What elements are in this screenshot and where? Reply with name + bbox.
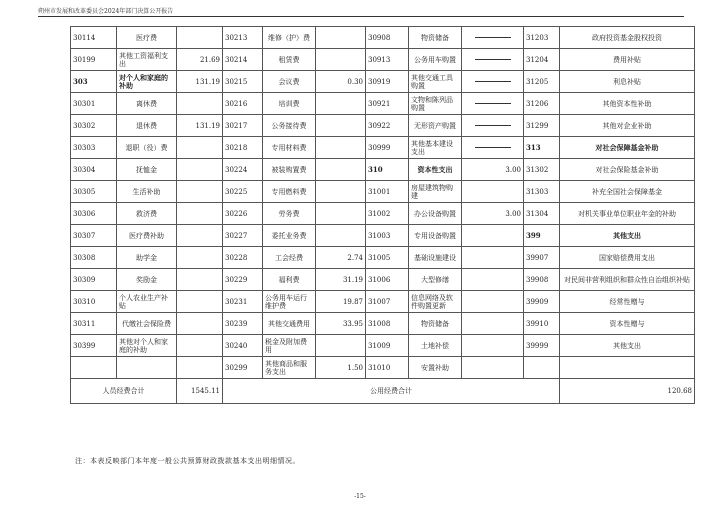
cell-name-col1 — [117, 335, 177, 357]
cell-code-col6: 30922 — [366, 115, 409, 137]
item-name-text: 物资储备 — [421, 33, 449, 42]
not-applicable-dash — [475, 147, 511, 148]
cell-code-col0: 30303 — [71, 137, 117, 159]
cell-code-col0: 30307 — [71, 225, 117, 247]
cell-name-col4 — [263, 181, 316, 203]
item-name-text: 补充全国社会保障基金 — [592, 187, 662, 196]
cell-name-col1 — [117, 49, 177, 71]
cell-code-col6: 30999 — [366, 137, 409, 159]
cell-code-col9: 313 — [524, 137, 560, 159]
cell-amount-col2 — [177, 313, 223, 335]
cell-amount-col2 — [177, 203, 223, 225]
cell-amount-col8 — [462, 291, 524, 313]
item-name-text: 公务用车购置 — [414, 55, 456, 64]
item-name-text: 救济费 — [136, 209, 157, 218]
cell-code-col3: 30224 — [223, 159, 263, 181]
item-name-text: 个人农业生产补贴 — [119, 293, 168, 310]
table-row — [71, 269, 695, 291]
item-name-text: 其他对个人和家庭的补助 — [119, 337, 168, 354]
cell-amount-col5 — [316, 181, 366, 203]
cell-name-col4 — [263, 269, 316, 291]
cell-code-col9 — [524, 357, 560, 379]
cell-name-col4 — [263, 137, 316, 159]
cell-code-col3: 30214 — [223, 49, 263, 71]
cell-name-col1 — [117, 27, 177, 49]
cell-amount-col5 — [316, 137, 366, 159]
item-name-text: 退休费 — [136, 121, 157, 130]
cell-amount-col8 — [462, 335, 524, 357]
cell-name-col1 — [117, 181, 177, 203]
cell-amount-col5: 2.74 — [316, 247, 366, 269]
cell-amount-col8 — [462, 137, 524, 159]
item-name-text: 助学金 — [136, 253, 157, 262]
cell-name-col10 — [560, 137, 695, 159]
item-name-text: 无形资产购置 — [414, 121, 456, 130]
item-name-text: 房屋建筑物购建 — [411, 183, 453, 200]
personnel-total-value: 1545.11 — [177, 379, 223, 404]
item-name-text: 国家赔偿费用支出 — [599, 253, 655, 262]
item-name-text: 公务接待费 — [271, 121, 307, 130]
cell-amount-col5 — [316, 159, 366, 181]
item-name-text: 利息补贴 — [613, 77, 641, 86]
cell-name-col7 — [409, 137, 462, 159]
cell-name-col1 — [117, 225, 177, 247]
item-name-text: 土地补偿 — [421, 341, 449, 350]
cell-name-col7 — [409, 159, 462, 181]
cell-code-col6: 31008 — [366, 313, 409, 335]
cell-code-col0: 30399 — [71, 335, 117, 357]
table-row — [71, 357, 695, 379]
table-row — [71, 93, 695, 115]
cell-amount-col8 — [462, 115, 524, 137]
cell-code-col3: 30216 — [223, 93, 263, 115]
public-total-label: 公用经费合计 — [223, 379, 560, 404]
item-name-text: 专用材料费 — [271, 143, 307, 152]
cell-amount-col8 — [462, 27, 524, 49]
cell-name-col4 — [263, 335, 316, 357]
item-name-text: 其他支出 — [613, 230, 641, 240]
table-body — [71, 27, 695, 379]
cell-amount-col8 — [462, 181, 524, 203]
item-name-text: 培训费 — [278, 99, 300, 108]
cell-code-col0: 30305 — [71, 181, 117, 203]
cell-name-col7 — [409, 225, 462, 247]
item-name-text: 对个人和家庭的补助 — [119, 72, 168, 90]
cell-name-col4 — [263, 247, 316, 269]
cell-name-col4 — [263, 291, 316, 313]
cell-name-col10 — [560, 181, 695, 203]
item-name-text: 办公设备购置 — [414, 209, 456, 218]
cell-amount-col2 — [177, 93, 223, 115]
item-name-text: 基础设施建设 — [414, 253, 456, 262]
cell-name-col1 — [117, 357, 177, 379]
cell-name-col10 — [560, 225, 695, 247]
cell-code-col3: 30239 — [223, 313, 263, 335]
cell-code-col0: 30199 — [71, 49, 117, 71]
item-name-text: 福利费 — [278, 275, 300, 284]
not-applicable-dash — [475, 103, 511, 104]
item-name-text: 其他交通工具购置 — [411, 73, 453, 90]
cell-code-col6: 31002 — [366, 203, 409, 225]
item-name-text: 其他交通费用 — [268, 319, 310, 328]
cell-code-col9: 31303 — [524, 181, 560, 203]
cell-code-col9: 39999 — [524, 335, 560, 357]
table-row — [71, 115, 695, 137]
table-note: 注：本表反映部门本年度一般公共预算财政拨款基本支出明细情况。 — [75, 457, 300, 465]
cell-name-col1 — [117, 159, 177, 181]
cell-name-col1 — [117, 71, 177, 93]
cell-code-col3: 30218 — [223, 137, 263, 159]
cell-name-col1 — [117, 291, 177, 313]
cell-amount-col2 — [177, 27, 223, 49]
cell-amount-col5: 19.87 — [316, 291, 366, 313]
item-name-text: 医疗费 — [136, 33, 157, 42]
report-header-title: 朔州市发展和改革委员会2024年部门决算公开报告 — [38, 8, 174, 15]
cell-name-col10 — [560, 93, 695, 115]
cell-amount-col2 — [177, 291, 223, 313]
item-name-text: 维修（护）费 — [268, 33, 310, 42]
cell-code-col9: 31204 — [524, 49, 560, 71]
item-name-text: 安置补助 — [421, 363, 449, 372]
item-name-text: 生活补助 — [132, 187, 161, 196]
cell-name-col4 — [263, 71, 316, 93]
totals-row — [71, 379, 695, 404]
cell-name-col1 — [117, 269, 177, 291]
cell-name-col4 — [263, 115, 316, 137]
item-name-text: 被装购置费 — [271, 165, 307, 174]
item-name-text: 资本性支出 — [417, 164, 453, 174]
cell-amount-col5 — [316, 93, 366, 115]
cell-name-col1 — [117, 203, 177, 225]
cell-name-col4 — [263, 27, 316, 49]
cell-name-col4 — [263, 159, 316, 181]
cell-name-col1 — [117, 137, 177, 159]
cell-code-col6: 31005 — [366, 247, 409, 269]
cell-code-col9: 31203 — [524, 27, 560, 49]
item-name-text: 对社会保障基金补助 — [595, 142, 659, 152]
cell-name-col7 — [409, 247, 462, 269]
item-name-text: 对民间非营利组织和群众性自治组织补贴 — [564, 275, 690, 284]
item-name-text: 物资储备 — [421, 319, 449, 328]
personnel-total-label: 人员经费合计 — [71, 379, 177, 404]
item-name-text: 工会经费 — [275, 253, 303, 262]
cell-code-col0: 30301 — [71, 93, 117, 115]
item-name-text: 专用燃料费 — [271, 187, 307, 196]
public-total-value: 120.68 — [560, 379, 695, 404]
item-name-text: 其他基本建设支出 — [411, 139, 453, 156]
item-name-text: 其他工资福利支出 — [119, 51, 168, 68]
cell-amount-col2 — [177, 357, 223, 379]
cell-code-col6: 30921 — [366, 93, 409, 115]
cell-amount-col8 — [462, 313, 524, 335]
cell-code-col0: 30304 — [71, 159, 117, 181]
cell-name-col10 — [560, 159, 695, 181]
not-applicable-dash — [475, 59, 511, 60]
cell-amount-col5 — [316, 49, 366, 71]
cell-amount-col5: 0.30 — [316, 71, 366, 93]
cell-amount-col8 — [462, 225, 524, 247]
table-row — [71, 313, 695, 335]
item-name-text: 费用补贴 — [613, 55, 641, 64]
cell-name-col4 — [263, 49, 316, 71]
cell-code-col0: 30302 — [71, 115, 117, 137]
cell-code-col9: 39907 — [524, 247, 560, 269]
cell-code-col6: 31003 — [366, 225, 409, 247]
cell-code-col3: 30228 — [223, 247, 263, 269]
cell-name-col10 — [560, 269, 695, 291]
item-name-text: 信息网络及软件购置更新 — [411, 293, 453, 310]
cell-code-col3: 30227 — [223, 225, 263, 247]
cell-code-col3: 30240 — [223, 335, 263, 357]
table-row — [71, 291, 695, 313]
cell-code-col3: 30213 — [223, 27, 263, 49]
cell-name-col10 — [560, 335, 695, 357]
cell-code-col9: 31304 — [524, 203, 560, 225]
item-name-text: 会议费 — [278, 77, 300, 86]
cell-code-col3: 30231 — [223, 291, 263, 313]
cell-amount-col8: 3.00 — [462, 203, 524, 225]
item-name-text: 委托业务费 — [271, 231, 307, 240]
cell-name-col4 — [263, 313, 316, 335]
cell-name-col10 — [560, 27, 695, 49]
cell-name-col10 — [560, 291, 695, 313]
item-name-text: 劳务费 — [278, 209, 300, 218]
cell-amount-col2 — [177, 137, 223, 159]
cell-name-col7 — [409, 27, 462, 49]
table-row — [71, 159, 695, 181]
table-row — [71, 71, 695, 93]
cell-name-col1 — [117, 247, 177, 269]
cell-name-col7 — [409, 269, 462, 291]
item-name-text: 其他资本性补助 — [602, 99, 652, 108]
cell-amount-col5 — [316, 225, 366, 247]
item-name-text: 医疗费补助 — [129, 231, 164, 240]
cell-name-col7 — [409, 49, 462, 71]
cell-code-col0 — [71, 357, 117, 379]
cell-code-col6: 31009 — [366, 335, 409, 357]
cell-amount-col2 — [177, 159, 223, 181]
cell-code-col6: 30908 — [366, 27, 409, 49]
table-row — [71, 49, 695, 71]
cell-name-col1 — [117, 115, 177, 137]
cell-name-col10 — [560, 313, 695, 335]
cell-code-col6: 31006 — [366, 269, 409, 291]
cell-amount-col8 — [462, 357, 524, 379]
not-applicable-dash — [475, 81, 511, 82]
cell-amount-col5 — [316, 27, 366, 49]
cell-amount-col5 — [316, 335, 366, 357]
item-name-text: 公务用车运行维护费 — [265, 293, 307, 310]
page-number: -15- — [354, 493, 366, 500]
cell-amount-col8: 3.00 — [462, 159, 524, 181]
item-name-text: 其他支出 — [613, 341, 641, 350]
cell-name-col10 — [560, 203, 695, 225]
cell-amount-col8 — [462, 247, 524, 269]
cell-amount-col2 — [177, 335, 223, 357]
cell-name-col7 — [409, 203, 462, 225]
cell-name-col10 — [560, 247, 695, 269]
item-name-text: 其他商品和服务支出 — [265, 359, 307, 376]
item-name-text: 资本性赠与 — [609, 319, 645, 328]
item-name-text: 政府投资基金股权投资 — [592, 33, 662, 42]
cell-code-col0: 30308 — [71, 247, 117, 269]
cell-code-col9: 31206 — [524, 93, 560, 115]
item-name-text: 经常性赠与 — [609, 297, 645, 306]
cell-amount-col5 — [316, 203, 366, 225]
cell-amount-col8 — [462, 269, 524, 291]
cell-code-col3: 30226 — [223, 203, 263, 225]
cell-code-col0: 303 — [71, 71, 117, 93]
header-divider — [38, 16, 684, 17]
cell-name-col7 — [409, 357, 462, 379]
item-name-text: 大型修缮 — [421, 275, 449, 284]
cell-name-col7 — [409, 115, 462, 137]
cell-code-col3: 30225 — [223, 181, 263, 203]
cell-name-col4 — [263, 93, 316, 115]
cell-name-col10 — [560, 71, 695, 93]
item-name-text: 租赁费 — [278, 55, 300, 64]
cell-name-col7 — [409, 71, 462, 93]
table-row — [71, 181, 695, 203]
table-row — [71, 247, 695, 269]
cell-amount-col2: 21.69 — [177, 49, 223, 71]
table-row — [71, 203, 695, 225]
cell-name-col7 — [409, 291, 462, 313]
item-name-text: 文物和陈列品购置 — [411, 95, 453, 112]
cell-amount-col2 — [177, 247, 223, 269]
cell-code-col9: 39909 — [524, 291, 560, 313]
cell-code-col9: 31302 — [524, 159, 560, 181]
cell-amount-col5: 1.50 — [316, 357, 366, 379]
expenditure-detail-table — [70, 26, 695, 404]
cell-name-col4 — [263, 225, 316, 247]
cell-amount-col5 — [316, 115, 366, 137]
cell-code-col9: 31205 — [524, 71, 560, 93]
cell-name-col4 — [263, 203, 316, 225]
cell-name-col1 — [117, 93, 177, 115]
cell-amount-col8 — [462, 71, 524, 93]
cell-name-col10 — [560, 115, 695, 137]
item-name-text: 其他对企业补助 — [602, 121, 652, 130]
item-name-text: 退职（役）费 — [125, 143, 168, 152]
cell-code-col3: 30299 — [223, 357, 263, 379]
item-name-text: 专用设备购置 — [414, 231, 456, 240]
cell-code-col3: 30217 — [223, 115, 263, 137]
cell-name-col10 — [560, 357, 695, 379]
cell-code-col9: 39910 — [524, 313, 560, 335]
cell-code-col3: 30215 — [223, 71, 263, 93]
cell-name-col7 — [409, 93, 462, 115]
cell-code-col0: 30310 — [71, 291, 117, 313]
cell-amount-col2: 131.19 — [177, 71, 223, 93]
item-name-text: 代缴社会保险费 — [122, 319, 171, 328]
cell-code-col6: 31007 — [366, 291, 409, 313]
cell-code-col0: 30114 — [71, 27, 117, 49]
table-row — [71, 225, 695, 247]
cell-name-col10 — [560, 49, 695, 71]
item-name-text: 税金及附加费用 — [265, 337, 307, 354]
cell-name-col7 — [409, 313, 462, 335]
item-name-text: 对机关事业单位职业年金的补助 — [578, 209, 676, 218]
cell-code-col6: 310 — [366, 159, 409, 181]
not-applicable-dash — [475, 125, 511, 126]
cell-name-col7 — [409, 181, 462, 203]
cell-amount-col2 — [177, 269, 223, 291]
cell-amount-col8 — [462, 93, 524, 115]
cell-amount-col5: 33.95 — [316, 313, 366, 335]
cell-name-col4 — [263, 357, 316, 379]
cell-amount-col5: 31.19 — [316, 269, 366, 291]
cell-code-col0: 30311 — [71, 313, 117, 335]
item-name-text: 对社会保险基金补助 — [595, 165, 659, 174]
item-name-text: 抚恤金 — [136, 165, 157, 174]
cell-code-col9: 31299 — [524, 115, 560, 137]
cell-amount-col2: 131.19 — [177, 115, 223, 137]
item-name-text: 离休费 — [136, 99, 157, 108]
cell-amount-col2 — [177, 225, 223, 247]
cell-code-col6: 31001 — [366, 181, 409, 203]
item-name-text: 奖励金 — [136, 275, 157, 284]
cell-code-col9: 399 — [524, 225, 560, 247]
cell-name-col7 — [409, 335, 462, 357]
cell-amount-col2 — [177, 181, 223, 203]
table-row — [71, 335, 695, 357]
cell-name-col1 — [117, 313, 177, 335]
cell-code-col3: 30229 — [223, 269, 263, 291]
table-row — [71, 27, 695, 49]
cell-code-col6: 30913 — [366, 49, 409, 71]
not-applicable-dash — [475, 37, 511, 38]
cell-code-col0: 30306 — [71, 203, 117, 225]
cell-code-col6: 31010 — [366, 357, 409, 379]
cell-code-col0: 30309 — [71, 269, 117, 291]
cell-code-col6: 30919 — [366, 71, 409, 93]
table-row — [71, 137, 695, 159]
cell-amount-col8 — [462, 49, 524, 71]
cell-code-col9: 39908 — [524, 269, 560, 291]
